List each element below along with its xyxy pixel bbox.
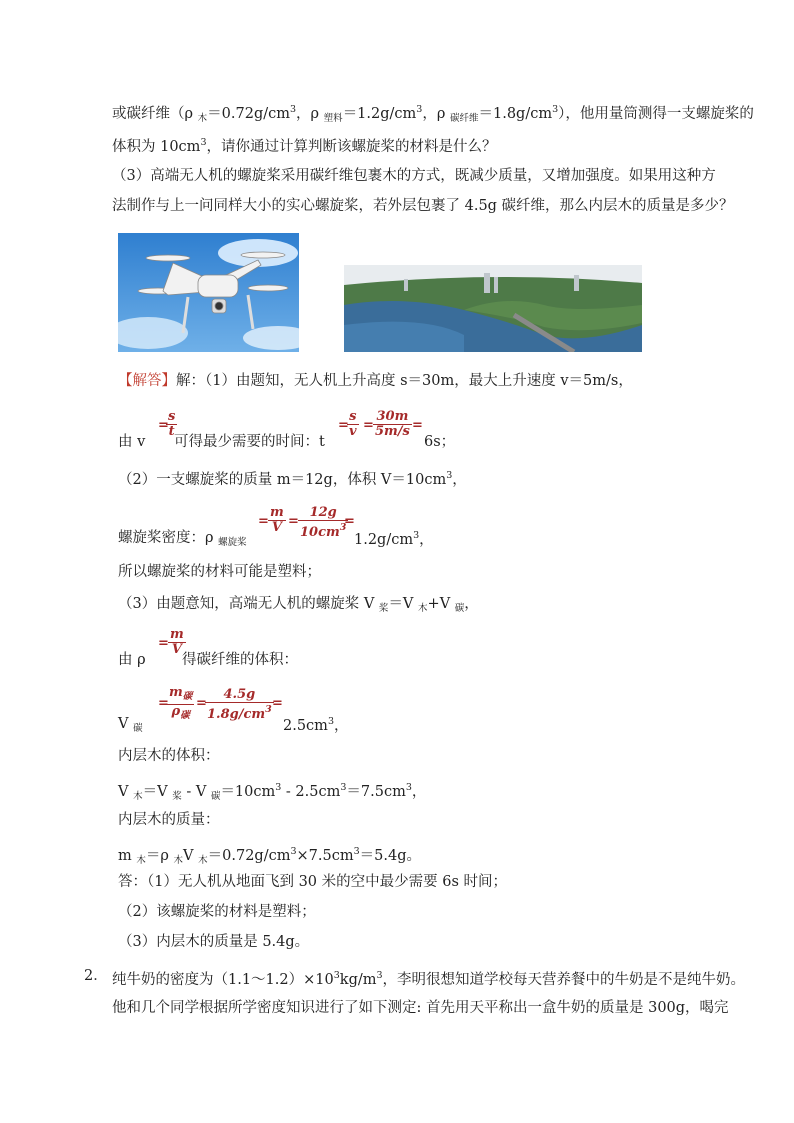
equals-sign: = (272, 696, 283, 711)
equals-sign: = (288, 514, 299, 529)
q1-line4: 法制作与上一问同样大小的实心螺旋桨，若外层包裹了 4.5g 碳纤维，那么内层木的质量是多少？ (112, 198, 734, 214)
q1-line1: 或碳纤维（ρ $_木=0.72g/cm^3$，ρ $_{塑料}=1.2g/cm^3$，ρ $_{碳纤维}=1.8g/cm^3$），他用量筒测得一支螺旋桨的 (112, 104, 754, 124)
answer-line2-result: 6s； (424, 434, 456, 450)
answer-line2-text: 可得最少需要的时间：t (174, 434, 325, 450)
fraction-m-over-V-2: $\frac{m}{V}$ (170, 627, 184, 657)
equals-sign: = (158, 418, 169, 433)
river-city-photo (344, 265, 642, 352)
q1-line2: 体积为 $10cm^3$，请你通过计算判断该螺旋桨的材料是什么？ (112, 137, 497, 155)
fraction-mc-over-pc: $m_碳$ $\rho_碳$ (169, 685, 193, 721)
answer-line7-text: 得碳纤维的体积： (182, 652, 298, 668)
fraction-45g-over-18: $\frac{4.5g}{1.8g/cm^3}$ (207, 687, 272, 722)
q2-line2: 他和几个同学根据所学密度知识进行了如下测定: 首先用天平称出一盒牛奶的质量是 300g，喝完 (112, 1000, 729, 1016)
answer-line14: （2）该螺旋桨的材料是塑料； (118, 904, 316, 920)
equals-sign: = (338, 418, 349, 433)
q1-line3: （3）高端无人机的螺旋桨采用碳纤维包裹木的方式，既减少质量，又增加强度。如果用这种方 (112, 168, 716, 184)
equals-sign: = (344, 514, 355, 529)
answer-line6: （3）由题意知，高端无人机的螺旋桨 V $_桨$＝V $_木$+V $_碳$， (118, 596, 479, 614)
fraction-s-over-v: $\frac{s}{v}$ (349, 409, 357, 439)
answer-line12: m $_木$＝ρ $_木$V $_木=0.72g/cm^3\times 7.5cm^3=5.4g$。 (118, 846, 421, 866)
answer-line13: 答：（1）无人机从地面飞到 30 米的空中最少需要 6s 时间； (118, 874, 508, 890)
equals-sign: = (412, 418, 423, 433)
equals-sign: = (158, 696, 169, 711)
answer-line9: 内层木的体积： (118, 748, 220, 764)
answer-line11: 内层木的质量： (118, 812, 220, 828)
answer-line15: （3）内层木的质量是 5.4g。 (118, 934, 310, 950)
q2-line1: 纯牛奶的密度为$(1.1\sim 1.2)\times 10^3kg/m^3$，李明很想知道学校每天营养餐中的牛奶是不是纯牛奶。 (112, 970, 746, 988)
answer-line7-prefix: 由 ρ (118, 652, 146, 668)
fraction-s-over-t: $\frac{s}{t}$ (168, 409, 176, 439)
answer-line3: （2）一支螺旋桨的质量 m＝12g，体积 $V=10cm^3$， (118, 470, 467, 488)
answer-line4-result: $1.2g/cm^3$， (354, 530, 434, 548)
fraction-m-over-V: $\frac{m}{V}$ (270, 505, 284, 535)
answer-line8-prefix: V $_碳$ (118, 716, 143, 734)
answer-line5: 所以螺旋桨的材料可能是塑料； (118, 564, 321, 580)
answer-line1: 【解答】解：（1）由题知，无人机上升高度 s＝30m，最大上升速度 v＝5m/s， (118, 373, 633, 389)
equals-sign: = (196, 696, 207, 711)
equals-sign: = (158, 636, 169, 651)
answer-line8-result: $2.5cm^3$， (283, 716, 349, 734)
fraction-30m-over-5ms: $\frac{30m}{5m/s}$ (375, 409, 410, 439)
equals-sign: = (363, 418, 374, 433)
answer-line10: V $_木$＝V $_桨$ - V $_碳=10cm^3 - 2.5cm^3=7.5cm^3$， (118, 782, 427, 802)
answer-line4-prefix: 螺旋桨密度：ρ $_{螺旋桨}$ (118, 530, 247, 548)
answer-line2-prefix: 由 v (118, 434, 146, 450)
answer-tag: 【解答】 (118, 373, 176, 389)
drone-photo (118, 233, 299, 352)
fraction-12g-over-10cm3: $\frac{12g}{10cm^3}$ (300, 505, 347, 540)
q2-number: 2． (84, 968, 108, 984)
equals-sign: = (258, 514, 269, 529)
